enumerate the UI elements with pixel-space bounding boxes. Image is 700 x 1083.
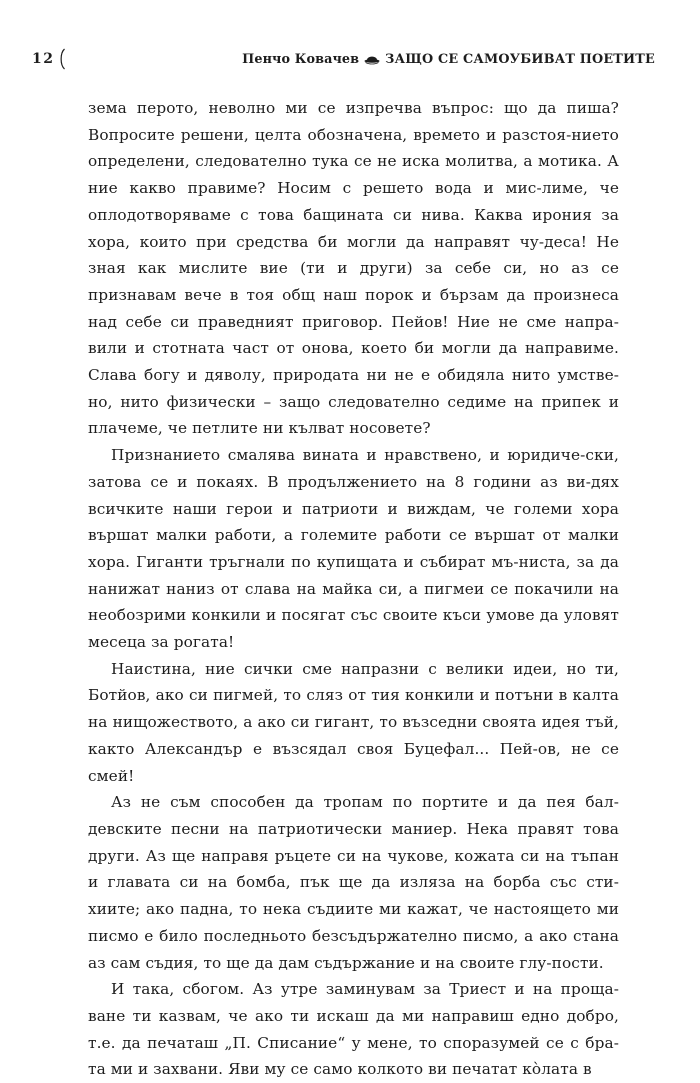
running-head-title: ЗАЩО СЕ САМОУБИВАТ ПОЕТИТЕ <box>385 51 655 67</box>
page-number: 12 <box>32 51 55 67</box>
bracket-ornament-icon <box>58 48 66 70</box>
page-header <box>32 46 655 72</box>
paragraph: Наистина, ние сички сме напразни с велики идеи, но ти, Ботйов, ако си пигмей, то сляз от тия конкили и потъни в калта на нищожеството, а ако си гигант, то възседни своята идея тъй, както Александър е възсядал своя Буцефал... Пей-ов, не се смей! <box>88 659 619 785</box>
hat-ornament-icon <box>364 53 380 65</box>
body-text <box>88 95 619 1083</box>
paragraph: Аз не съм способен да тропам по портите и да пея бал-девските песни на патриотически маниер. Нека правят това други. Аз ще направя ръцете си на чукове, кожата си на тъпан и главата си на бомба, пък ще да изляза на борба със сти-хиите; ако падна, то нека съдиите ми кажат, че настоящето ми писмо е било последньото безсъдържателно писмо, а ако стана аз сам съдия, то ще да дам съдържание и на своите глу-пости. <box>88 793 619 972</box>
paragraph: зема перото, неволно ми се изпречва въпрос: що да пиша? Вопросите решени, целта обозначена, времето и разстоя-нието определени, следователно тука се не иска молитва, а мотика. А ние какво правиме? Носим с решето вода и мис-лиме, че оплодотворяваме с това бащината си нива. Каква ирония за хора, които при средства би могли да направят чу-деса! Не зная как мислите вие (ти и други) за себе си, но аз се признавам вече в тоя общ наш порок и бързам да произнеса над себе си праведният приговор. Пейов! Ние не сме напра-вили и стотната част от онова, което би могли да направиме. Слава богу и дяволу, природата ни не е обидяла нито умстве-но, нито физически – защо следователно седиме на припек и плачеме, че петлите ни кълват носовете? <box>88 99 619 438</box>
paragraph: Признанието смалява вината и нравствено, и юридиче-ски, затова се и покаях. В продължението на 8 години аз ви-дях всичките наши герои и патриоти и виждам, че големи хора вършат малки работи, а големите работи се вършат от малки хора. Гиганти тръгнали по купищата и събират мъ-ниста, за да нанижат наниз от слава на майка си, а пигмеи се покачили на необозрими конкили и посягат със своите къси умове да уловят месеца за рогата! <box>88 446 619 652</box>
running-head-author: Пенчо Ковачев <box>242 51 360 67</box>
paragraph: И така, сбогом. Аз утре заминувам за Триест и на проща-ване ти казвам, че ако ти искаш да ми направиш едно добро, т.е. да печаташ „П. Списание“ у мене, то споразумей се с бра-та ми и захвани. Яви му се само колкото ви печатат кòлата в <box>88 980 619 1079</box>
running-head <box>242 52 655 67</box>
header-left <box>32 48 66 70</box>
